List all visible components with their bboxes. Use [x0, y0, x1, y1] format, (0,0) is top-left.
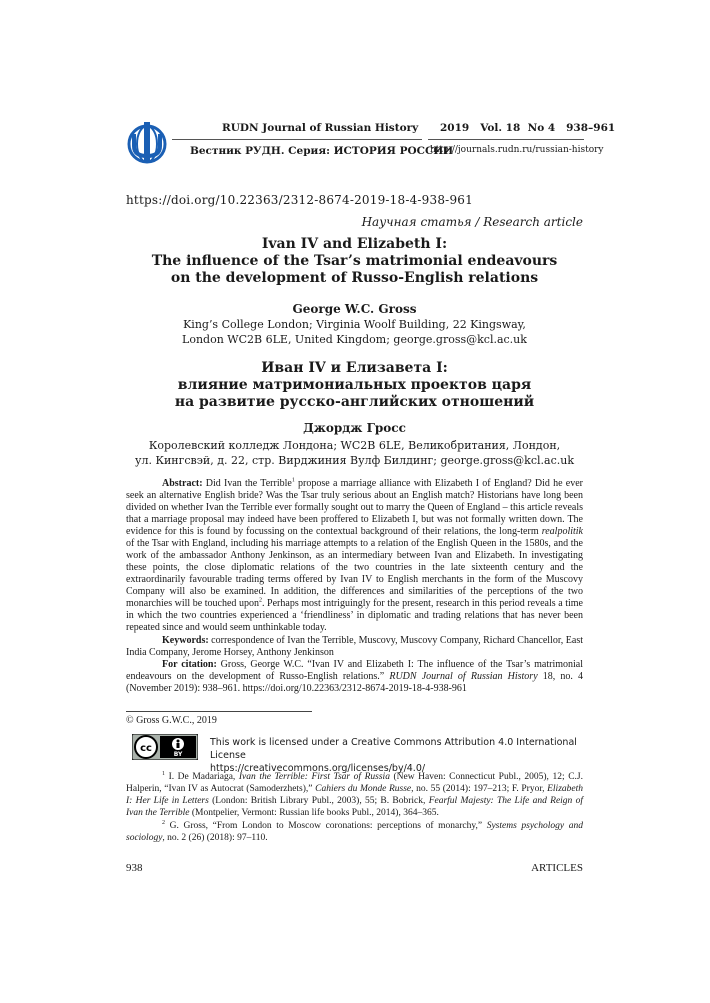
footnote-italic: Fearful Majesty: The Life and Reign of Ivan the Terrible — [126, 796, 583, 818]
issue-info: 2019 Vol. 18 No 4 938–961 — [440, 122, 616, 134]
footnote-text: (London: British Library Publ., 2003), 55; B. Bobrick, — [208, 796, 429, 806]
footnote-italic: Cahiers du Monde Russe — [315, 784, 412, 794]
affiliation-ru — [126, 438, 583, 468]
copyright-rule — [126, 711, 312, 712]
journal-title-ru: Вестник РУДН. Серия: ИСТОРИЯ РОССИИ — [190, 145, 454, 157]
citation-journal: RUDN Journal of Russian History — [389, 671, 538, 682]
citation-text: Gross, George W.C. “Ivan IV and Elizabeth I: The influence of the Tsar’s matrimonial endeavours on the development of Russo-English relations.” — [126, 659, 583, 682]
keywords-label: Keywords: — [162, 635, 209, 646]
abstract — [126, 478, 583, 634]
author-en: George W.C. Gross — [292, 302, 417, 316]
footnote-ref[interactable]: 2 — [259, 597, 262, 604]
keywords — [126, 635, 583, 659]
affiliation-ru-line: Королевский колледж Лондона; WC2B 6LE, Великобритания, Лондон, — [148, 439, 561, 452]
article-type: Научная статья / Research article — [361, 215, 583, 229]
footnote-italic: Elizabeth I: Her Life in Letters — [126, 784, 583, 806]
doi-link[interactable]: https://doi.org/10.22363/2312-8674-2019-18-4-938-961 — [126, 193, 473, 207]
header-rule-left — [172, 139, 422, 140]
title-en-line: The influence of the Tsar’s matrimonial endeavours — [151, 253, 558, 269]
affiliation-en-line: London WC2B 6LE, United Kingdom; george.gross@kcl.ac.uk — [182, 333, 527, 346]
rudn-logo-icon — [126, 120, 168, 166]
title-en — [126, 236, 583, 287]
journal-url-link[interactable]: http://journals.rudn.ru/russian-history — [430, 145, 604, 155]
footnote-ref[interactable]: 1 — [291, 477, 295, 484]
affiliation-ru-line: ул. Кингсвэй, д. 22, стр. Вирджиния Вулф Билдинг; george.gross@kcl.ac.uk — [134, 454, 574, 467]
footnote-text: , no. 2 (26) (2018): 97–110. — [162, 833, 268, 843]
title-en-line: Ivan IV and Elizabeth I: — [261, 236, 448, 252]
citation-label: For citation: — [162, 659, 217, 670]
footnote-italic: Systems psychology and sociology — [126, 821, 583, 843]
footnote-text: (New Haven: Connecticut Publ., 2005), 12; C.J. Halperin, “Ivan IV as Autocrat (Samoderzhets),” — [126, 772, 583, 794]
footnote-italic: Ivan the Terrible: First Tsar of Russia — [238, 772, 390, 782]
keywords-text: correspondence of Ivan the Terrible, Muscovy, Muscovy Company, Richard Chancellor, East India Company, Jerome Horsey, Anthony Jenkinson — [126, 635, 583, 658]
citation-text: 18, no. 4 (November 2019): 938–961. https://doi.org/10.22363/2312-8674-2019-18-4-938-961 — [126, 671, 584, 694]
cc-badge-label: BY — [173, 751, 183, 758]
affiliation-en-line: King’s College London; Virginia Woolf Building, 22 Kingsway, — [183, 318, 526, 331]
copyright: © Gross G.W.C., 2019 — [126, 715, 217, 726]
license-line: This work is licensed under a Creative Commons Attribution 4.0 International License — [210, 737, 577, 761]
abstract-text: propose a marriage alliance with Elizabeth I of England? Did he ever seek an alternative English bride? Was the Tsar truly serious about an English match? Historians have long been divided on whether Ivan the Terrible ever formally sought out to marry the Queen of England – this article reveals that a marriage proposal may indeed have been proffered to Elizabeth I, but was not formally written down. The evidence for this is found by focussing on the contextual background of their relations, the long-term — [126, 478, 583, 537]
license-url-link[interactable]: https://creativecommons.org/licenses/by/4.0/ — [210, 763, 426, 774]
abstract-label: Abstract: — [162, 478, 203, 489]
title-ru — [126, 360, 583, 411]
footnote-text: (Montpelier, Vermont: Russian life books Publ., 2014), 364–365. — [189, 808, 439, 818]
abstract-text: . Perhaps most intriguingly for the present, research in this period reveals a time in which the two countries experienced a ‘friendliness’ in diplomatic and trading relations that has never been repeated since and would seem unthinkable today. — [126, 598, 583, 633]
license-text — [210, 736, 582, 775]
footnote-text: I. De Madariaga, — [165, 772, 239, 782]
title-ru-line: на развитие русско-английских отношений — [174, 394, 535, 410]
affiliation-en — [126, 317, 583, 347]
abstract-text: of the Tsar with England, including his marriage attempts to a relation of the English Queen in the 1580s, and the work of the ambassador Anthony Jenkinson, as an intermediary between Ivan and Elizabeth. In investigating these points, the close diplomatic relations of the two countries in the late sixteenth century and the extraordinarily favourable trading terms offered by Ivan IV to English merchants in the form of the Muscovy Company will also be examined. In addition, the differences and similarities of the perceptions of the two monarchies will be touched upon — [126, 538, 583, 609]
header-rule-right — [428, 139, 584, 140]
title-ru-line: влияние матримониальных проектов царя — [177, 377, 532, 393]
footnote-mark: 1 — [162, 770, 165, 777]
abstract-italic: realpolitik — [541, 526, 583, 537]
footnote-1 — [126, 771, 583, 819]
footnote-text: G. Gross, “From London to Moscow coronations: perceptions of monarchy,” — [165, 821, 487, 831]
page-number: 938 — [126, 862, 143, 874]
svg-text:cc: cc — [140, 743, 152, 754]
title-ru-line: Иван IV и Елизавета I: — [261, 360, 448, 376]
journal-title-en: RUDN Journal of Russian History — [222, 122, 419, 134]
abstract-text: Did Ivan the Terrible — [202, 478, 292, 489]
section-label: ARTICLES — [531, 862, 583, 874]
footnote-mark: 2 — [162, 819, 165, 826]
author-ru: Джордж Гросс — [303, 421, 406, 435]
footnote-text: , no. 55 (2014): 197–213; F. Pryor, — [411, 784, 548, 794]
footnote-2 — [126, 820, 583, 844]
creative-commons-by-icon[interactable] — [132, 734, 198, 760]
citation — [126, 659, 583, 695]
title-en-line: on the development of Russo-English relations — [170, 270, 539, 286]
